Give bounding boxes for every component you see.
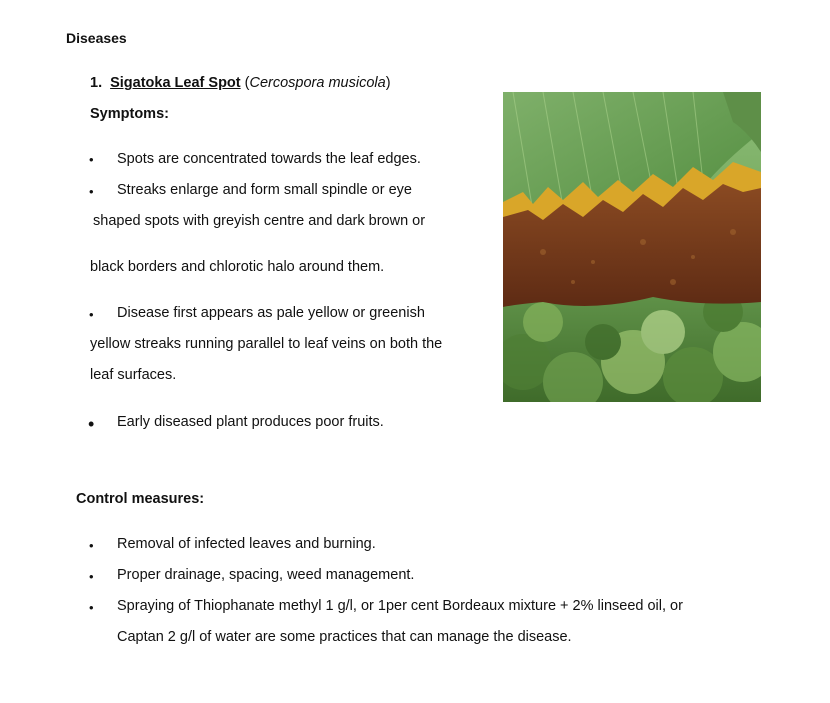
symptom-line-1: Spots are concentrated towards the leaf edges. <box>117 151 421 167</box>
symptom-line-6: yellow streaks running parallel to leaf veins on both the <box>90 336 443 352</box>
section-title: Diseases <box>66 30 127 46</box>
control-line-2: Proper drainage, spacing, weed management. <box>117 567 415 583</box>
bullet-icon: • <box>89 184 94 199</box>
bullet-icon: • <box>89 307 94 322</box>
control-line-3: Spraying of Thiophanate methyl 1 g/l, or 1per cent Bordeaux mixture + 2% linseed oil, or <box>117 598 683 614</box>
paren-open: ( <box>240 75 250 91</box>
disease-heading <box>90 75 391 91</box>
disease-name: Sigatoka Leaf Spot <box>110 75 241 91</box>
disease-number: 1. <box>90 75 103 91</box>
disease-scientific-name: Cercospora musicola <box>249 75 386 91</box>
symptom-line-4: black borders and chlorotic halo around them. <box>90 259 385 275</box>
paren-close: ) <box>385 75 391 91</box>
symptom-line-7: leaf surfaces. <box>90 367 177 383</box>
control-measures-heading: Control measures: <box>76 491 205 507</box>
bullet-icon: • <box>89 600 94 615</box>
symptom-line-5: Disease first appears as pale yellow or greenish <box>117 305 425 321</box>
bullet-icon: • <box>89 538 94 553</box>
bullet-icon: • <box>89 152 94 167</box>
control-line-1: Removal of infected leaves and burning. <box>117 536 376 552</box>
symptom-line-3: shaped spots with greyish centre and dark brown or <box>93 213 426 229</box>
diseased-leaf-photo <box>503 92 761 402</box>
control-line-4: Captan 2 g/l of water are some practices that can manage the disease. <box>117 629 572 645</box>
symptom-line-2: Streaks enlarge and form small spindle or eye <box>117 182 412 198</box>
symptom-line-8: Early diseased plant produces poor fruits. <box>117 414 384 430</box>
bullet-icon: • <box>88 414 95 434</box>
bullet-icon: • <box>89 569 94 584</box>
symptoms-heading: Symptoms: <box>90 106 169 122</box>
